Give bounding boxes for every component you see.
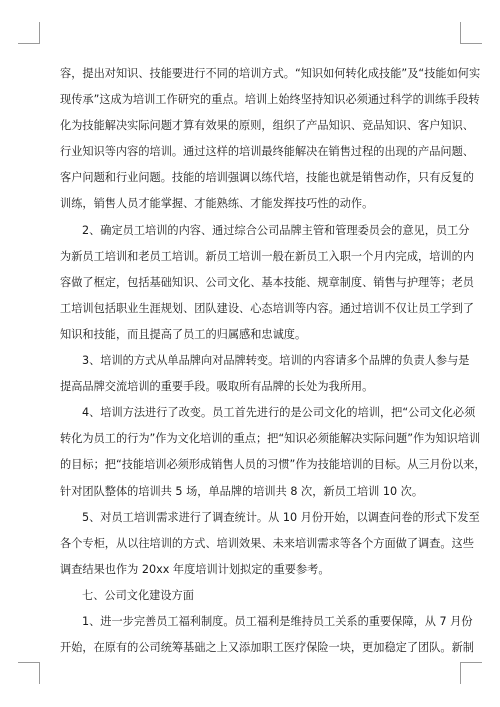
text-line: 转化为员工的行为”作为文化培训的重点；把“知识必须能解决实际问题”作为知识培训 [60, 432, 481, 446]
text-line: 知识和技能，而且提高了员工的归属感和忠诚度。 [60, 327, 307, 341]
text-line: 针对团队整体的培训共 5 场，单品牌的培训共 8 次，新员工培训 10 次。 [60, 484, 424, 498]
text-line: 训练，销售人员才能掌握、才能熟练、才能发挥技巧性的动作。 [60, 197, 374, 211]
text-line: 化为技能解决实际问题才算有效果的原则，组织了产品知识、竞品知识、客户知识、 [60, 119, 474, 133]
text-line: 各个专柜，从以往培训的方式、培训效果、未来培训需求等各个方面做了调查。这些 [60, 536, 474, 550]
text-line: 为新员工培训和老员工培训。新员工培训一般在新员工入职一个月内完成，培训的内 [60, 249, 474, 263]
corner-mark-bottom-left [18, 662, 40, 663]
corner-mark-top-right [460, 43, 482, 44]
corner-mark-bottom-left [39, 662, 40, 684]
text-line: 调查结果也作为 20xx 年度培训计划拟定的重要参考。 [60, 562, 330, 576]
corner-mark-top-right [460, 22, 461, 44]
corner-mark-bottom-right [460, 662, 482, 663]
section-heading: 七、公司文化建设方面 [82, 588, 194, 602]
text-line: 客户问题和行业问题。技能的培训强调以练代培，技能也就是销售动作，只有反复的 [60, 171, 474, 185]
text-line: 容，提出对知识、技能要进行不同的培训方式。“知识如何转化成技能”及“技能如何实 [60, 67, 481, 80]
text-line: 的目标；把“技能培训必须形成销售人员的习惯”作为技能培训的目标。从三月份以来， [60, 458, 486, 472]
corner-mark-bottom-right [460, 662, 461, 684]
paragraph-first-line: 1、进一步完善员工福利制度。员工福利是维持员工关系的重要保障，从 7 月份 [82, 614, 473, 628]
text-line: 开始，在原有的公司统筹基础之上又添加职工医疗保险一块，更加稳定了团队。新制 [60, 641, 474, 655]
paragraph-first-line: 3、培训的方式从单品牌向对品牌转变。培训的内容请多个品牌的负责人参与是 [82, 354, 470, 368]
text-line: 现传承”这成为培训工作研究的重点。培训上始终坚持知识必须通过科学的训练手段转 [60, 93, 480, 107]
text-line: 行业知识等内容的培训。通过这样的培训最终能解决在销售过程的出现的产品问题、 [60, 145, 474, 159]
paragraph-first-line: 2、确定员工培训的内容、通过综合公司品牌主管和管理委员会的意见，员工分 [82, 223, 470, 237]
text-line: 容做了框定，包括基础知识、公司文化、基本技能、规章制度、销售与护理等；老员 [60, 275, 474, 289]
corner-mark-top-left [18, 43, 40, 44]
paragraph-first-line: 4、培训方法进行了改变。员工首先进行的是公司文化的培训，把“公司文化必须 [82, 406, 476, 420]
text-line: 工培训包括职业生涯规划、团队建设、心态培训等内容。通过培训不仅让员工学到了 [60, 301, 474, 315]
document-body [60, 61, 486, 661]
corner-mark-top-left [39, 22, 40, 44]
paragraph-first-line: 5、对员工培训需求进行了调查统计。从 10 月份开始，以调查问卷的形式下发至 [82, 510, 480, 524]
text-line: 提高品牌交流培训的重要手段。吸取所有品牌的长处为我所用。 [60, 380, 374, 394]
